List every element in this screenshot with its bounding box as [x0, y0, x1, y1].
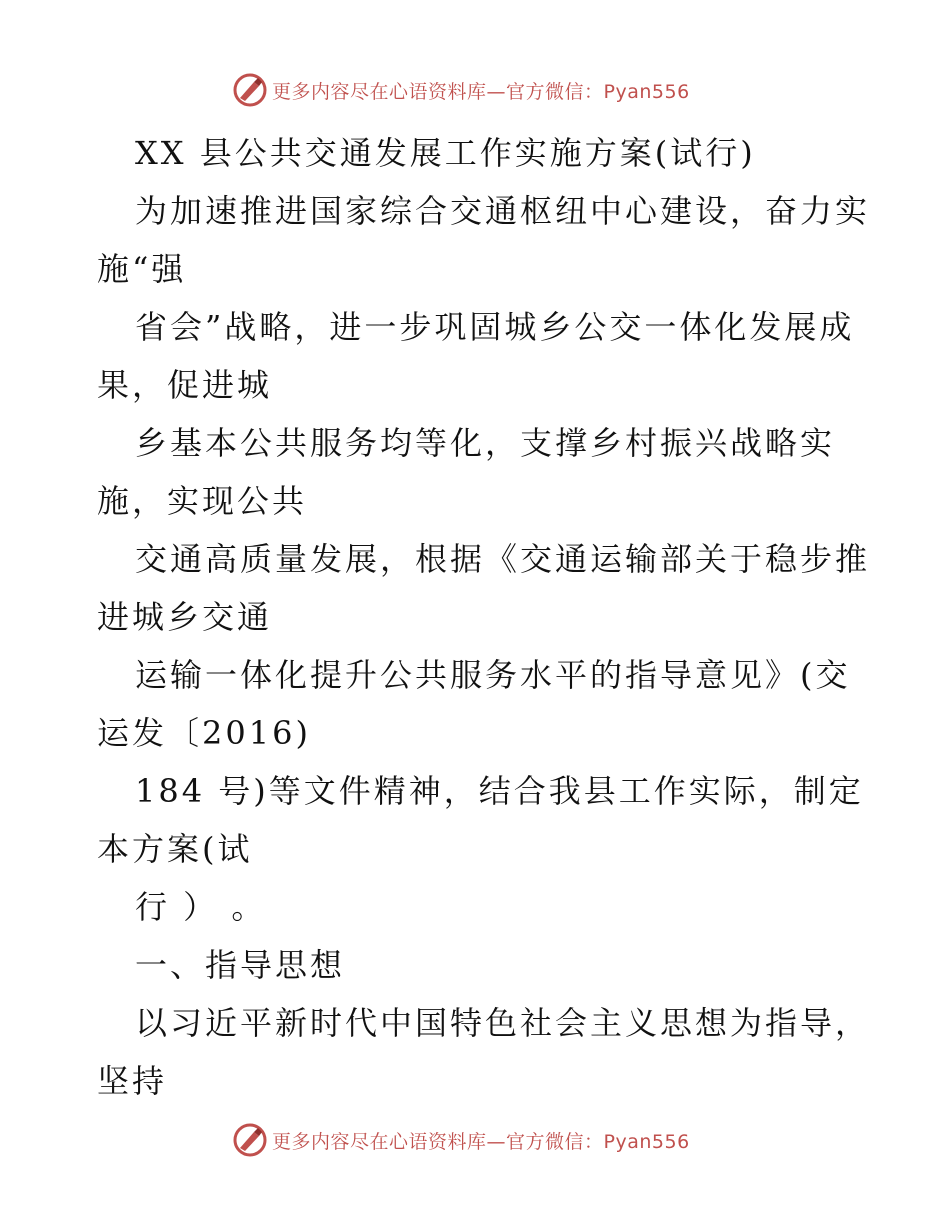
pen-logo-icon [232, 1122, 268, 1158]
paragraph-line: 运输一体化提升公共服务水平的指导意见》(交 [135, 656, 851, 694]
paragraph-line: 坚持 [97, 1062, 168, 1100]
paragraph-line: 果，促进城 [97, 366, 273, 404]
section-heading: 一、指导思想 [135, 946, 346, 984]
paragraph-line: 为加速推进国家综合交通枢纽中心建设，奋力实 [135, 192, 871, 230]
paragraph-line: 施“强 [97, 250, 187, 288]
paragraph-line: 乡基本公共服务均等化，支撑乡村振兴战略实 [135, 424, 836, 462]
paragraph-line: 本方案(试 [97, 830, 253, 868]
paragraph-line: 184 号)等文件精神，结合我县工作实际，制定 [135, 772, 864, 810]
watermark-text: 更多内容尽在心语资料库—官方微信：Pyan556 [272, 1130, 690, 1153]
watermark-text: 更多内容尽在心语资料库—官方微信：Pyan556 [272, 80, 690, 103]
paragraph-line: 运发〔2016) [97, 714, 311, 752]
watermark-bottom [232, 1122, 690, 1158]
paragraph-line: 以习近平新时代中国特色社会主义思想为指导， [135, 1004, 871, 1042]
document-body [97, 124, 871, 1110]
pen-logo-icon [232, 72, 268, 108]
paragraph-line: 交通高质量发展，根据《交通运输部关于稳步推 [135, 540, 871, 578]
paragraph-line: 行 ） 。 [135, 888, 267, 926]
watermark-top [232, 72, 690, 108]
paragraph-line: 省会”战略，进一步巩固城乡公交一体化发展成 [135, 308, 855, 346]
paragraph-line: 进城乡交通 [97, 598, 273, 636]
document-title: XX 县公共交通发展工作实施方案(试行) [135, 134, 756, 172]
paragraph-line: 施，实现公共 [97, 482, 308, 520]
